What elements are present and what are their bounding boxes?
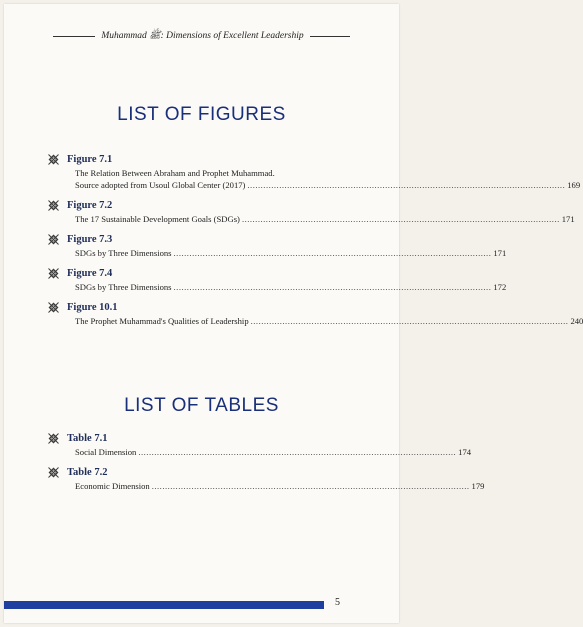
figure-entry[interactable] (48, 266, 507, 293)
knot-ornament-icon (48, 154, 59, 165)
figure-caption-line (75, 213, 575, 225)
figure-page-number: 171 (493, 248, 507, 258)
header-rule-left (53, 36, 95, 37)
dot-leader: ........................................................................................................................ (151, 481, 470, 491)
list-of-tables-title: LIST OF TABLES (124, 395, 279, 416)
figures-list (48, 152, 583, 334)
header-rule-right (310, 36, 350, 37)
table-caption-text: Social Dimension (75, 447, 137, 457)
dot-leader: ........................................................................................................................ (250, 316, 569, 326)
knot-ornament-icon (48, 200, 59, 211)
figure-caption-text: Source adopted from Usoul Global Center (2017) (75, 180, 246, 190)
dot-leader: ........................................................................................................................ (173, 282, 492, 292)
figure-entry-head (48, 232, 358, 247)
table-caption-line (75, 480, 485, 492)
table-page-number: 174 (458, 447, 472, 457)
footer-bar (4, 601, 324, 609)
figure-label: Figure 7.3 (67, 234, 113, 245)
figure-caption-text: The Prophet Muhammad's Qualities of Leadership (75, 316, 249, 326)
knot-ornament-icon (48, 268, 59, 279)
figure-page-number: 172 (493, 282, 507, 292)
figure-caption-text: The 17 Sustainable Development Goals (SDGs) (75, 214, 240, 224)
figure-page-number: 240 (570, 316, 583, 326)
figure-label: Figure 7.4 (67, 268, 113, 279)
table-entry-head (48, 465, 358, 480)
figure-caption-line (75, 281, 507, 293)
dot-leader: ........................................................................................................................ (247, 180, 566, 190)
knot-ornament-icon (48, 433, 59, 444)
dot-leader: ........................................................................................................................ (241, 214, 560, 224)
dot-leader: ........................................................................................................................ (173, 248, 492, 258)
figure-page-number: 171 (561, 214, 575, 224)
figure-caption-line (75, 315, 583, 327)
figure-entry-head (48, 266, 358, 281)
figure-caption-text: SDGs by Three Dimensions (75, 248, 172, 258)
running-header (4, 29, 399, 43)
running-title: Muhammad ﷺ: Dimensions of Excellent Leadership (101, 31, 304, 41)
table-caption-text: Economic Dimension (75, 481, 150, 491)
book-page (4, 4, 583, 623)
knot-ornament-icon (48, 302, 59, 313)
figure-label: Figure 7.1 (67, 154, 113, 165)
table-page-number: 179 (471, 481, 485, 491)
page-number: 5 (335, 597, 340, 608)
table-label: Table 7.2 (67, 467, 108, 478)
figure-caption-text: SDGs by Three Dimensions (75, 282, 172, 292)
figure-label: Figure 7.2 (67, 200, 113, 211)
figure-caption-text: The Relation Between Abraham and Prophet Muhammad. (75, 168, 275, 178)
figure-entry-head (48, 152, 358, 167)
table-label: Table 7.1 (67, 433, 108, 444)
table-caption-line (75, 446, 472, 458)
table-entry[interactable] (48, 465, 485, 492)
figure-entry[interactable] (48, 198, 575, 225)
knot-ornament-icon (48, 467, 59, 478)
table-entry-head (48, 431, 358, 446)
figure-entry-head (48, 198, 358, 213)
figure-entry[interactable] (48, 152, 581, 191)
figure-caption-line (75, 247, 507, 259)
figure-caption-line (75, 179, 581, 191)
figure-entry[interactable] (48, 232, 507, 259)
figure-caption-line (75, 167, 358, 179)
figure-entry[interactable] (48, 300, 583, 327)
knot-ornament-icon (48, 234, 59, 245)
table-entry[interactable] (48, 431, 472, 458)
list-of-figures-title: LIST OF FIGURES (117, 104, 286, 125)
figure-label: Figure 10.1 (67, 302, 118, 313)
figure-page-number: 169 (567, 180, 581, 190)
dot-leader: ........................................................................................................................ (138, 447, 457, 457)
tables-list (48, 431, 485, 499)
figure-entry-head (48, 300, 358, 315)
